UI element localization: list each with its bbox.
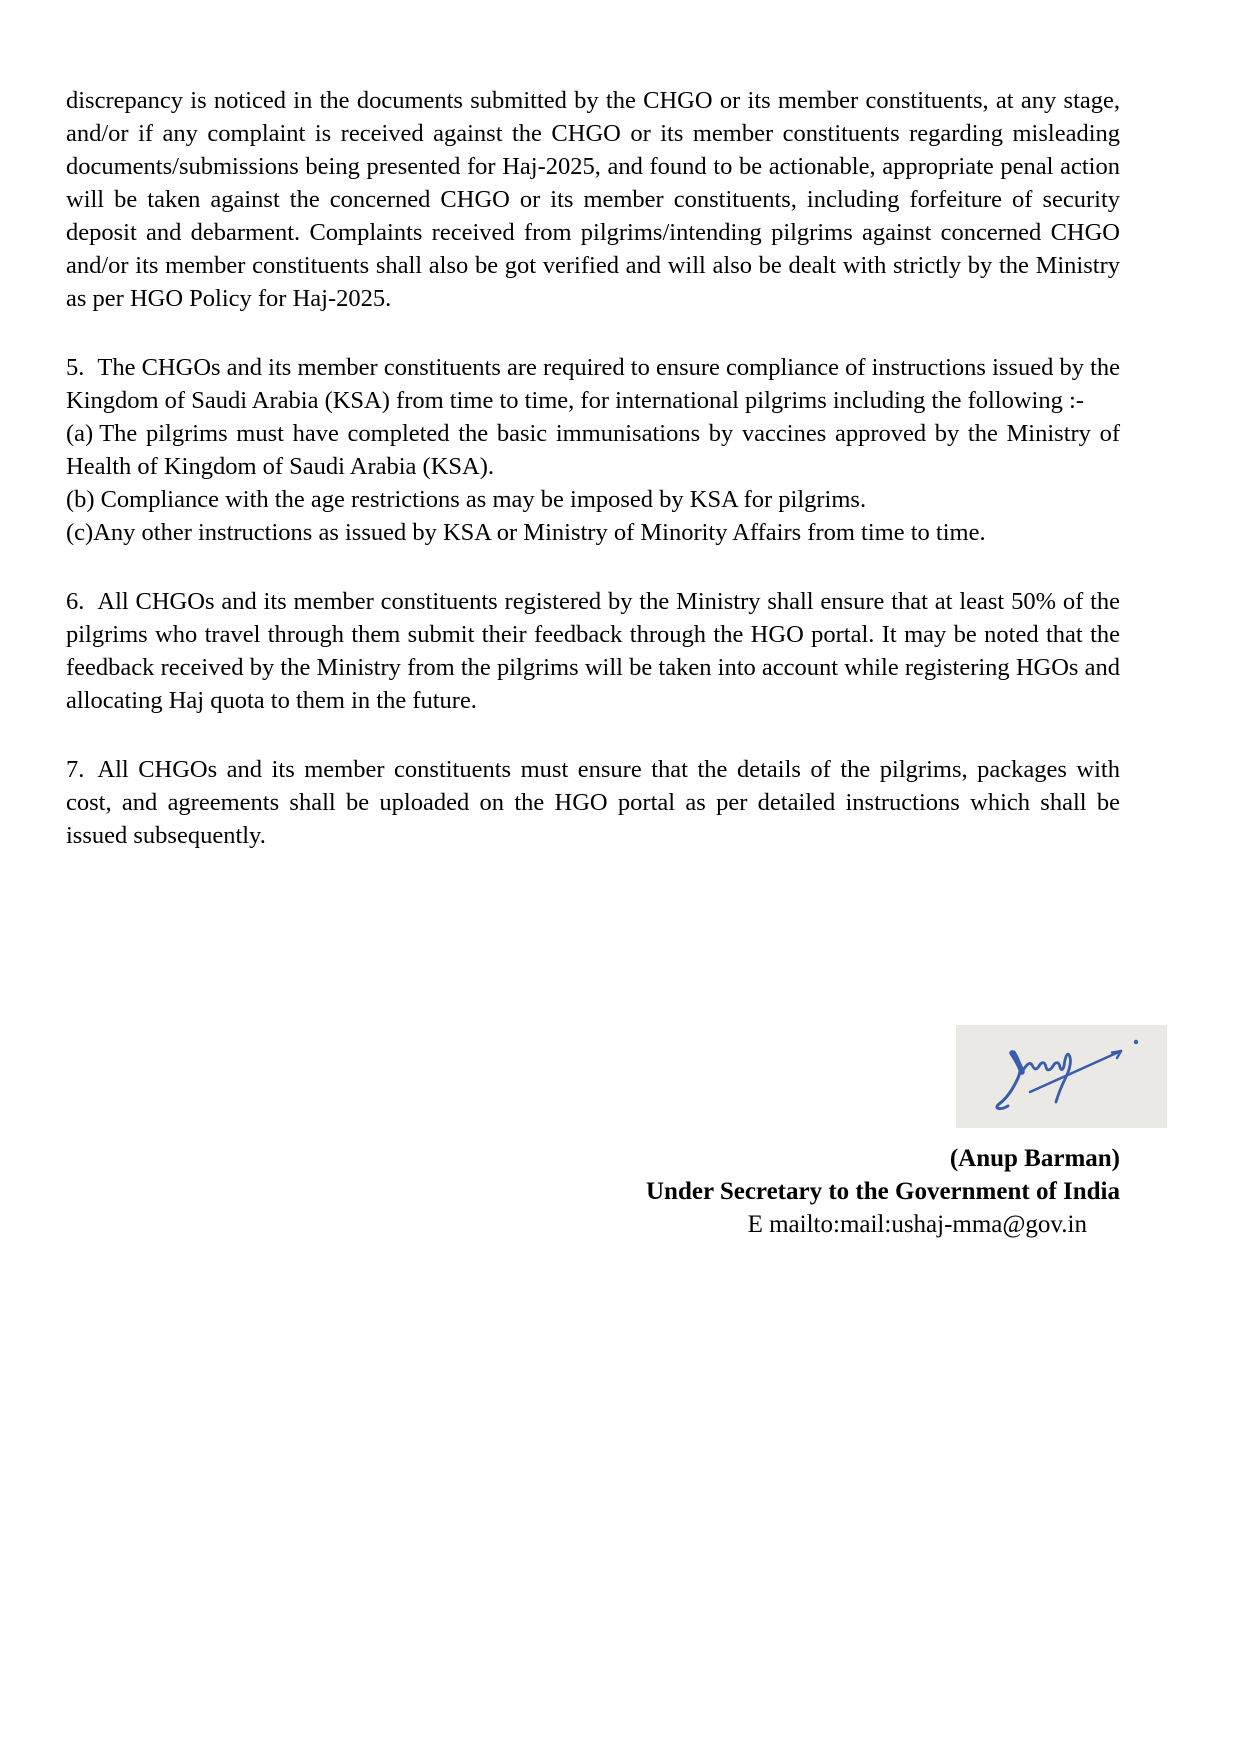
paragraph-7 [66, 753, 1120, 852]
paragraph-marker: 5. [66, 354, 85, 381]
document-body [66, 84, 1120, 852]
signature-block [420, 1142, 1120, 1241]
paragraph-continuation [66, 84, 1120, 315]
paragraph-marker: 6. [66, 588, 85, 615]
signature-ink-icon [956, 1025, 1167, 1128]
paragraph-text: discrepancy is noticed in the documents submitted by the CHGO or its member constituents, at any stage, and/or if any complaint is received against the CHGO or its member constituents regarding misleading documents/submissions being presented for Haj-2025, and found to be actionable, appropriate penal action will be taken against the concerned CHGO or its member constituents, including forfeiture of security deposit and debarment. Complaints received from pilgrims/intending pilgrims against concerned CHGO and/or its member constituents shall also be got verified and will also be dealt with strictly by the Ministry as per HGO Policy for Haj-2025. [66, 87, 1120, 312]
paragraph-marker: 7. [66, 756, 85, 783]
list-item-a [66, 417, 1120, 483]
signatory-name: (Anup Barman) [949, 1145, 1120, 1172]
paragraph-5 [66, 351, 1120, 417]
signature-pen-dot [1134, 1040, 1138, 1044]
paragraph-text: The CHGOs and its member constituents are required to ensure compliance of instructions issued by the Kingdom of Saudi Arabia (KSA) from time to time, for international pilgrims including the following :- [66, 354, 1120, 414]
list-item-b [66, 483, 1120, 516]
list-item-text: Any other instructions as issued by KSA or Ministry of Minority Affairs from time to time. [93, 519, 986, 546]
list-item-text: The pilgrims must have completed the basic immunisations by vaccines approved by the Ministry of Health of Kingdom of Saudi Arabia (KSA). [66, 420, 1120, 480]
paragraph-6 [66, 585, 1120, 717]
paragraph-text: All CHGOs and its member constituents registered by the Ministry shall ensure that at least 50% of the pilgrims who travel through them submit their feedback through the HGO portal. It may be noted that the feedback received by the Ministry from the pilgrims will be taken into account while registering HGOs and allocating Haj quota to them in the future. [66, 588, 1120, 714]
list-item-text: Compliance with the age restrictions as may be imposed by KSA for pilgrims. [100, 486, 867, 513]
paragraph-text: All CHGOs and its member constituents must ensure that the details of the pilgrims, packages with cost, and agreements shall be uploaded on the HGO portal as per detailed instructions which shall be issued subsequently. [66, 756, 1120, 849]
signature-scan-image [956, 1025, 1167, 1128]
signatory-title: Under Secretary to the Government of India [645, 1178, 1120, 1205]
list-item-marker: (c) [66, 519, 94, 546]
list-item-marker: (a) [66, 420, 94, 447]
list-item-marker: (b) [66, 486, 95, 513]
list-item-c [66, 516, 1120, 549]
signatory-email: E mailto:mail:ushaj-mma@gov.in [747, 1211, 1087, 1238]
